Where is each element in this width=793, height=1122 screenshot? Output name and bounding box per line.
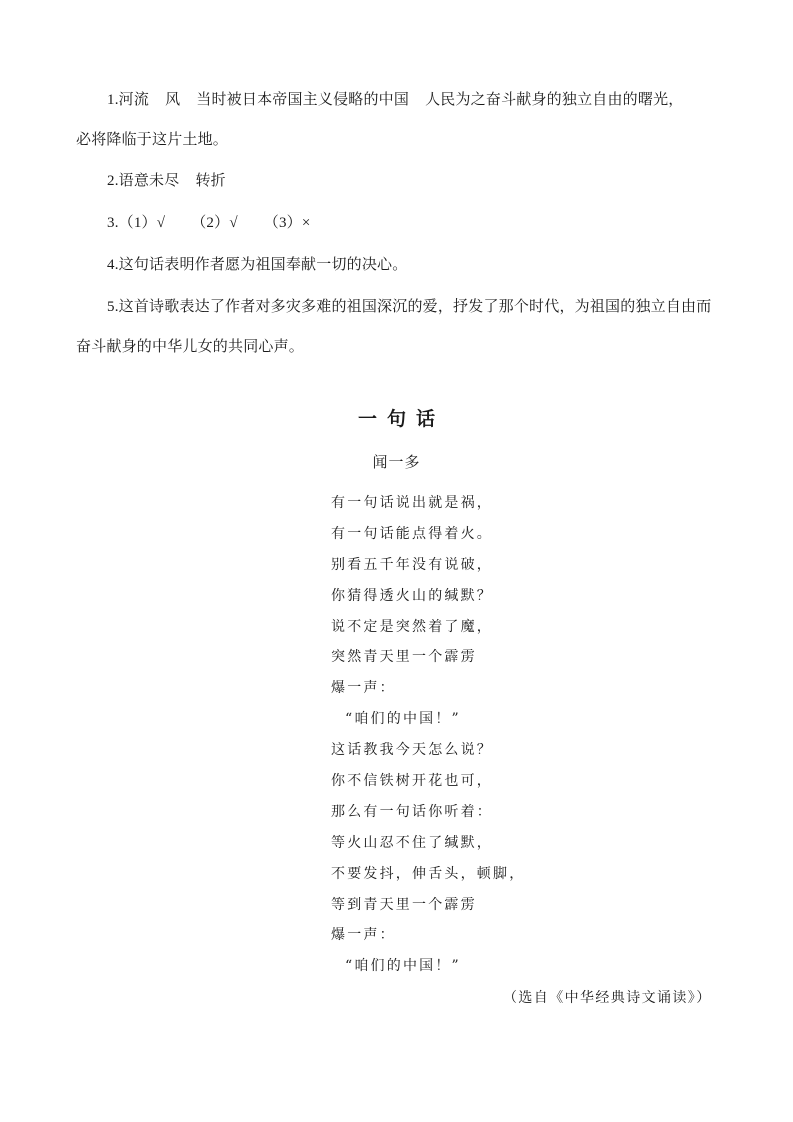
poem-author: 闻一多 bbox=[372, 453, 421, 471]
answer-5-text: 这首诗歌表达了作者对多灾多难的祖国深沉的爱，抒发了那个时代，为祖国的独立自由而奋斗献身的中华儿女的共同心声。 bbox=[76, 297, 712, 355]
answer-number: 2. bbox=[107, 173, 119, 189]
poem-line: 别看五千年没有说破， bbox=[331, 556, 493, 573]
poem-line: 这话教我今天怎么说？ bbox=[331, 742, 493, 759]
answer-number: 4. bbox=[107, 257, 119, 273]
poem-line: 爆一声： bbox=[331, 680, 396, 697]
check-mark-icon: √ bbox=[229, 215, 238, 231]
poem-line: 突然青天里一个霹雳 bbox=[331, 649, 477, 666]
answer-4-text: 这句话表明作者愿为祖国奉献一切的决心。 bbox=[118, 255, 408, 273]
answer-key bbox=[76, 84, 721, 369]
answer-number: 3. bbox=[107, 215, 119, 231]
poem-line: 等火山忍不住了缄默， bbox=[331, 834, 493, 851]
poem-source: （选自《中华经典诗文诵读》） bbox=[503, 990, 712, 1006]
answer-1-part-1: 河流 bbox=[118, 90, 150, 108]
answer-1 bbox=[76, 84, 721, 115]
poem-line: 你猜得透火山的缄默？ bbox=[331, 587, 493, 604]
answer-number: 1. bbox=[107, 92, 119, 108]
poem-line: 有一句话能点得着火。 bbox=[331, 525, 493, 542]
poem-line: 不要发抖，伸舌头，顿脚， bbox=[331, 865, 526, 882]
answer-3-item-1-label: （1） bbox=[118, 215, 157, 231]
answer-2-part-2: 转折 bbox=[195, 171, 226, 189]
answer-number: 5. bbox=[107, 299, 119, 315]
answer-4 bbox=[76, 249, 721, 280]
answer-5 bbox=[76, 287, 721, 366]
poem-line: 那么有一句话你听着： bbox=[331, 803, 493, 820]
poem-line: 爆一声： bbox=[331, 927, 396, 944]
answer-3-item-2-label: （2） bbox=[191, 215, 230, 231]
answer-2-part-1: 语意未尽 bbox=[118, 171, 180, 189]
poem-line: 说不定是突然着了魔， bbox=[331, 618, 493, 635]
answer-1-part-2: 风 bbox=[165, 90, 181, 108]
poem-line: 有一句话说出就是祸， bbox=[331, 495, 493, 511]
answer-3-item-3-label: （3） bbox=[263, 215, 302, 231]
answer-3 bbox=[76, 207, 721, 238]
answer-1-continuation: 必将降临于这片土地。 bbox=[76, 130, 229, 148]
cross-mark-icon: × bbox=[301, 215, 311, 231]
answer-1-part-3: 当时被日本帝国主义侵略的中国 bbox=[196, 90, 410, 108]
poem-title: 一句话 bbox=[357, 408, 445, 430]
answer-1-part-4: 人民为之奋斗献身的独立自由的曙光， bbox=[425, 90, 684, 108]
poem-line: 等到青天里一个霹雳 bbox=[331, 896, 477, 913]
poem-line: 你不信铁树开花也可， bbox=[331, 773, 493, 790]
poem-line: “咱们的中国！” bbox=[345, 711, 461, 728]
poem-body bbox=[331, 488, 525, 982]
poem-line: “咱们的中国！” bbox=[345, 958, 461, 975]
check-mark-icon: √ bbox=[156, 215, 166, 231]
answer-2 bbox=[76, 165, 721, 196]
